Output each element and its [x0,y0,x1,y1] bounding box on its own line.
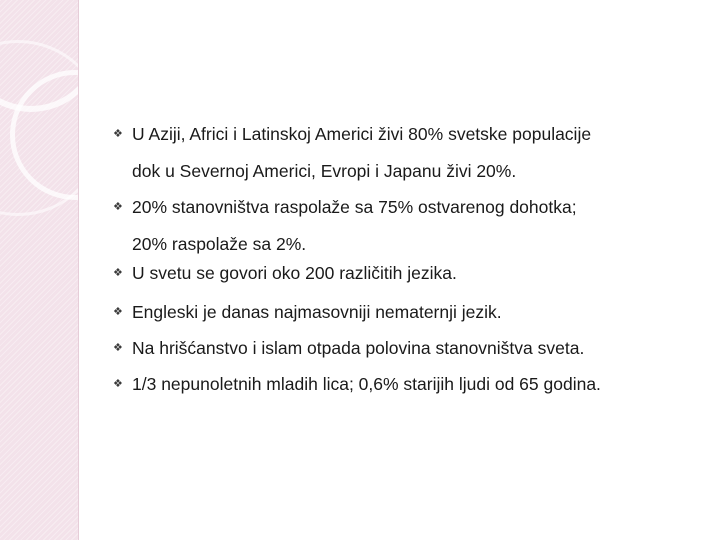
diamond-bullet-icon: ❖ [113,201,123,213]
bullet-item [113,189,690,263]
diamond-bullet-icon: ❖ [113,128,123,140]
bullet-line: dok u Severnoj Americi, Evropi i Japanu živi 20%. [132,161,517,181]
bullet-line: U Aziji, Africi i Latinskoj Americi živi 80% svetske populacije [132,124,592,144]
bullet-line: 1/3 nepunoletnih mladih lica; 0,6% starijih ljudi od 65 godina. [132,374,601,394]
bullet-line: Na hrišćanstvo i islam otpada polovina stanovništva sveta. [132,338,585,358]
diamond-bullet-icon: ❖ [113,342,123,354]
bullet-item [113,330,690,367]
bullet-line: 20% stanovništva raspolaže sa 75% ostvarenog dohotka; [132,197,577,217]
bullet-line: Engleski je danas najmasovniji nematernji jezik. [132,302,502,322]
bullet-line: U svetu se govori oko 200 različitih jezika. [132,263,457,283]
diamond-bullet-icon: ❖ [113,378,123,390]
bullet-item [113,366,690,403]
bullet-line: 20% raspolaže sa 2%. [132,234,307,254]
bullet-item [113,255,690,292]
bullet-item [113,294,690,331]
bullet-item [113,116,690,190]
diamond-bullet-icon: ❖ [113,306,123,318]
diamond-bullet-icon: ❖ [113,267,123,279]
